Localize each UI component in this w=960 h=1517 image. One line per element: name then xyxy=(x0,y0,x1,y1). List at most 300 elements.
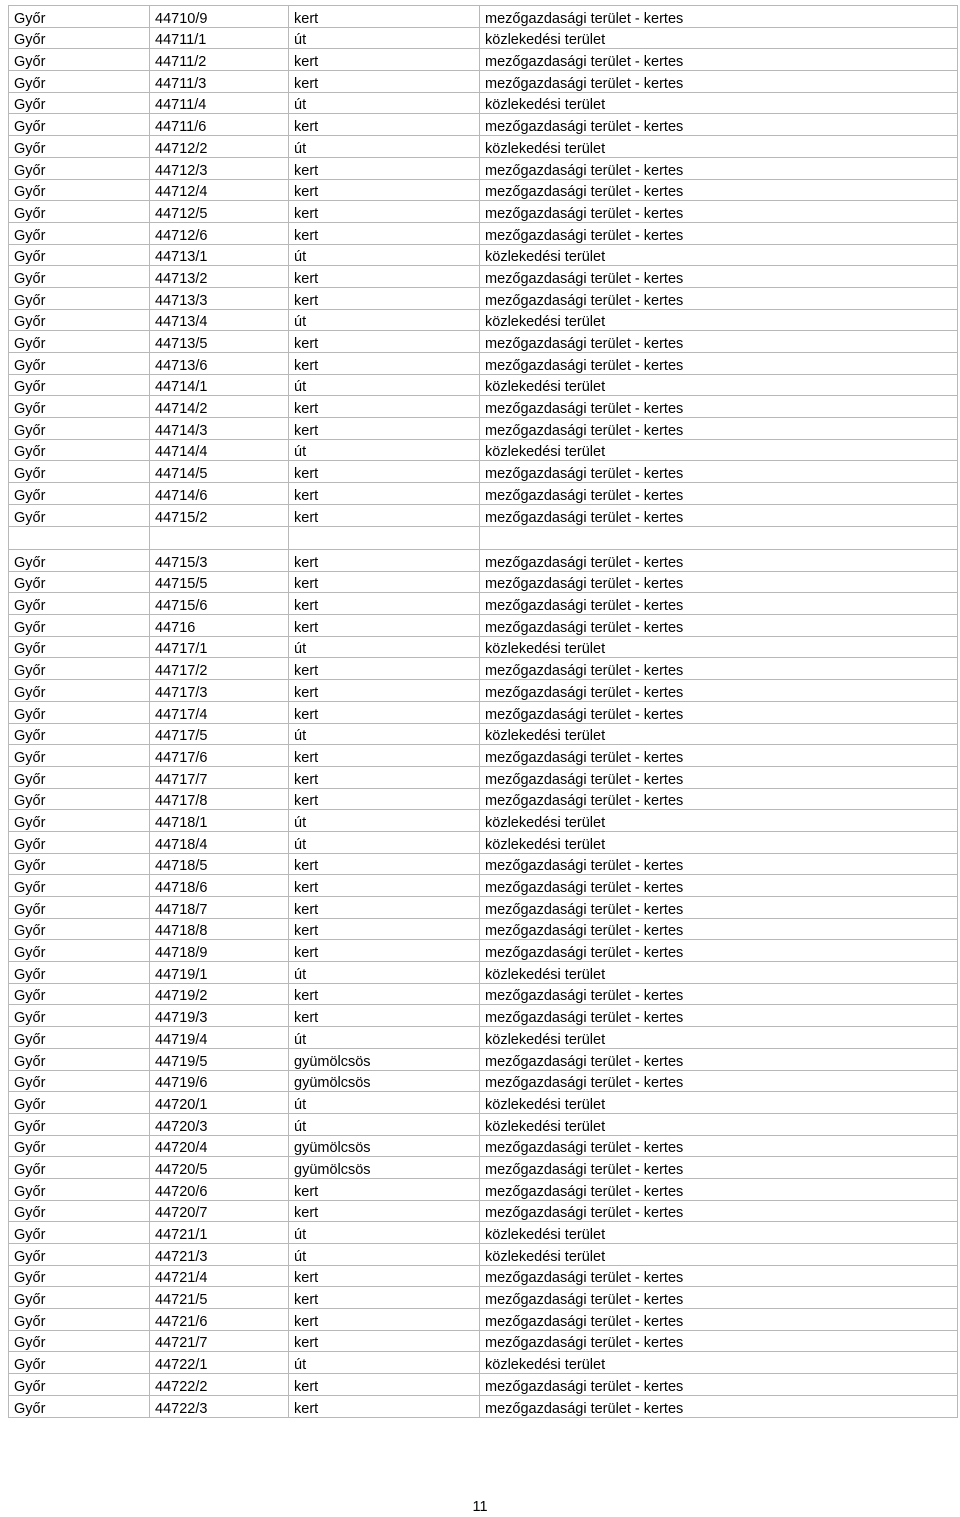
cultivation-cell: kert xyxy=(289,788,480,810)
table-row xyxy=(9,788,958,810)
cultivation-cell: út xyxy=(289,439,480,461)
parcel-number-cell: 44715/2 xyxy=(150,504,289,526)
city-cell: Győr xyxy=(9,331,150,353)
land-use-cell: mezőgazdasági terület - kertes xyxy=(480,1309,958,1331)
cultivation-cell: út xyxy=(289,962,480,984)
table-row xyxy=(9,875,958,897)
parcel-number-cell: 44721/5 xyxy=(150,1287,289,1309)
city-cell: Győr xyxy=(9,6,150,28)
table-row xyxy=(9,179,958,201)
land-use-cell: mezőgazdasági terület - kertes xyxy=(480,1157,958,1179)
parcel-number-cell: 44718/7 xyxy=(150,897,289,919)
land-use-cell: mezőgazdasági terület - kertes xyxy=(480,1265,958,1287)
table-row xyxy=(9,550,958,572)
cultivation-cell: kert xyxy=(289,201,480,223)
parcel-number-cell: 44720/3 xyxy=(150,1113,289,1135)
table-row xyxy=(9,27,958,49)
land-use-cell: közlekedési terület xyxy=(480,136,958,158)
city-cell: Győr xyxy=(9,593,150,615)
table-row xyxy=(9,1395,958,1417)
land-use-cell: közlekedési terület xyxy=(480,636,958,658)
table-row xyxy=(9,1200,958,1222)
city-cell: Győr xyxy=(9,114,150,136)
cultivation-cell: kert xyxy=(289,593,480,615)
cultivation-cell: kert xyxy=(289,1374,480,1396)
cultivation-cell: kert xyxy=(289,114,480,136)
parcel-number-cell: 44721/4 xyxy=(150,1265,289,1287)
land-use-cell: mezőgazdasági terület - kertes xyxy=(480,1048,958,1070)
table-row xyxy=(9,1222,958,1244)
city-cell: Győr xyxy=(9,1395,150,1417)
table-row xyxy=(9,71,958,93)
land-use-cell: mezőgazdasági terület - kertes xyxy=(480,897,958,919)
parcel-number-cell: 44713/6 xyxy=(150,353,289,375)
city-cell: Győr xyxy=(9,1200,150,1222)
cultivation-cell: gyümölcsös xyxy=(289,1157,480,1179)
parcel-number-cell: 44714/4 xyxy=(150,439,289,461)
land-use-cell: mezőgazdasági terület - kertes xyxy=(480,331,958,353)
land-use-cell: mezőgazdasági terület - kertes xyxy=(480,418,958,440)
table-row xyxy=(9,114,958,136)
city-cell: Győr xyxy=(9,940,150,962)
land-use-cell: mezőgazdasági terület - kertes xyxy=(480,1135,958,1157)
land-use-cell: mezőgazdasági terület - kertes xyxy=(480,71,958,93)
land-use-cell: mezőgazdasági terület - kertes xyxy=(480,6,958,28)
land-use-cell: mezőgazdasági terület - kertes xyxy=(480,353,958,375)
table-row xyxy=(9,331,958,353)
land-use-cell: mezőgazdasági terület - kertes xyxy=(480,875,958,897)
city-cell: Győr xyxy=(9,983,150,1005)
cultivation-cell: kert xyxy=(289,1200,480,1222)
city-cell: Győr xyxy=(9,418,150,440)
table-row xyxy=(9,831,958,853)
parcel-number-cell: 44717/3 xyxy=(150,680,289,702)
spacer-cell xyxy=(480,526,958,550)
cultivation-cell: út xyxy=(289,27,480,49)
cultivation-cell: kert xyxy=(289,179,480,201)
land-use-cell: közlekedési terület xyxy=(480,439,958,461)
city-cell: Győr xyxy=(9,1178,150,1200)
parcel-number-cell: 44715/5 xyxy=(150,571,289,593)
spacer-cell xyxy=(289,526,480,550)
table-row xyxy=(9,266,958,288)
parcel-number-cell: 44717/5 xyxy=(150,723,289,745)
table-row xyxy=(9,1287,958,1309)
cultivation-cell: kert xyxy=(289,701,480,723)
parcel-number-cell: 44717/8 xyxy=(150,788,289,810)
parcel-number-cell: 44721/1 xyxy=(150,1222,289,1244)
land-use-cell: közlekedési terület xyxy=(480,1352,958,1374)
city-cell: Győr xyxy=(9,701,150,723)
table-row xyxy=(9,1330,958,1352)
table-row xyxy=(9,1178,958,1200)
table-row xyxy=(9,918,958,940)
city-cell: Győr xyxy=(9,810,150,832)
land-use-cell: mezőgazdasági terület - kertes xyxy=(480,571,958,593)
city-cell: Győr xyxy=(9,483,150,505)
table-row xyxy=(9,1027,958,1049)
table-row xyxy=(9,1048,958,1070)
city-cell: Győr xyxy=(9,658,150,680)
land-use-cell: mezőgazdasági terület - kertes xyxy=(480,49,958,71)
cultivation-cell: kert xyxy=(289,983,480,1005)
land-use-cell: mezőgazdasági terület - kertes xyxy=(480,918,958,940)
parcel-number-cell: 44713/5 xyxy=(150,331,289,353)
table-row xyxy=(9,1157,958,1179)
parcel-number-cell: 44720/1 xyxy=(150,1092,289,1114)
cultivation-cell: kert xyxy=(289,1005,480,1027)
land-use-cell: mezőgazdasági terület - kertes xyxy=(480,1005,958,1027)
parcel-number-cell: 44717/6 xyxy=(150,745,289,767)
parcel-number-cell: 44713/2 xyxy=(150,266,289,288)
city-cell: Győr xyxy=(9,244,150,266)
cultivation-cell: kert xyxy=(289,49,480,71)
city-cell: Győr xyxy=(9,157,150,179)
land-use-cell: mezőgazdasági terület - kertes xyxy=(480,940,958,962)
land-use-cell: mezőgazdasági terület - kertes xyxy=(480,114,958,136)
land-use-cell: mezőgazdasági terület - kertes xyxy=(480,593,958,615)
cultivation-cell: kert xyxy=(289,918,480,940)
table-row xyxy=(9,157,958,179)
city-cell: Győr xyxy=(9,49,150,71)
cultivation-cell: kert xyxy=(289,396,480,418)
city-cell: Győr xyxy=(9,1070,150,1092)
parcel-number-cell: 44714/1 xyxy=(150,374,289,396)
parcel-number-cell: 44720/7 xyxy=(150,1200,289,1222)
land-use-cell: mezőgazdasági terület - kertes xyxy=(480,179,958,201)
city-cell: Győr xyxy=(9,222,150,244)
land-use-cell: mezőgazdasági terület - kertes xyxy=(480,745,958,767)
land-use-cell: közlekedési terület xyxy=(480,27,958,49)
land-use-cell: közlekedési terület xyxy=(480,92,958,114)
table-row xyxy=(9,658,958,680)
table-row xyxy=(9,201,958,223)
cultivation-cell: út xyxy=(289,1092,480,1114)
cultivation-cell: kert xyxy=(289,222,480,244)
land-use-cell: közlekedési terület xyxy=(480,831,958,853)
table-row xyxy=(9,766,958,788)
table-row xyxy=(9,353,958,375)
land-use-cell: mezőgazdasági terület - kertes xyxy=(480,266,958,288)
cultivation-cell: út xyxy=(289,1027,480,1049)
cultivation-cell: kert xyxy=(289,940,480,962)
table-row xyxy=(9,1309,958,1331)
city-cell: Győr xyxy=(9,374,150,396)
land-use-cell: közlekedési terület xyxy=(480,962,958,984)
city-cell: Győr xyxy=(9,571,150,593)
table-row xyxy=(9,1092,958,1114)
parcel-number-cell: 44715/3 xyxy=(150,550,289,572)
city-cell: Győr xyxy=(9,897,150,919)
city-cell: Győr xyxy=(9,875,150,897)
land-use-cell: közlekedési terület xyxy=(480,1222,958,1244)
parcel-number-cell: 44719/5 xyxy=(150,1048,289,1070)
cultivation-cell: kert xyxy=(289,853,480,875)
land-use-cell: mezőgazdasági terület - kertes xyxy=(480,766,958,788)
cultivation-cell: út xyxy=(289,636,480,658)
parcel-number-cell: 44720/6 xyxy=(150,1178,289,1200)
land-use-cell: mezőgazdasági terület - kertes xyxy=(480,483,958,505)
cultivation-cell: út xyxy=(289,723,480,745)
cultivation-cell: út xyxy=(289,1113,480,1135)
city-cell: Győr xyxy=(9,1048,150,1070)
cultivation-cell: kert xyxy=(289,418,480,440)
cultivation-cell: kert xyxy=(289,1178,480,1200)
parcel-number-cell: 44711/4 xyxy=(150,92,289,114)
cultivation-cell: út xyxy=(289,831,480,853)
land-use-cell: mezőgazdasági terület - kertes xyxy=(480,1374,958,1396)
parcel-number-cell: 44718/1 xyxy=(150,810,289,832)
cultivation-cell: kert xyxy=(289,483,480,505)
table-row xyxy=(9,49,958,71)
land-use-cell: közlekedési terület xyxy=(480,1244,958,1266)
city-cell: Győr xyxy=(9,745,150,767)
land-use-cell: mezőgazdasági terület - kertes xyxy=(480,701,958,723)
cultivation-cell: út xyxy=(289,1222,480,1244)
table-row xyxy=(9,461,958,483)
land-use-cell: mezőgazdasági terület - kertes xyxy=(480,1287,958,1309)
cultivation-cell: kert xyxy=(289,745,480,767)
table-row xyxy=(9,1113,958,1135)
cultivation-cell: kert xyxy=(289,571,480,593)
land-use-cell: mezőgazdasági terület - kertes xyxy=(480,615,958,637)
land-use-cell: közlekedési terület xyxy=(480,1113,958,1135)
city-cell: Győr xyxy=(9,287,150,309)
parcel-number-cell: 44722/3 xyxy=(150,1395,289,1417)
table-row xyxy=(9,1005,958,1027)
city-cell: Győr xyxy=(9,179,150,201)
parcel-number-cell: 44721/3 xyxy=(150,1244,289,1266)
parcel-number-cell: 44712/4 xyxy=(150,179,289,201)
table-row xyxy=(9,723,958,745)
cultivation-cell: út xyxy=(289,1244,480,1266)
land-use-cell: mezőgazdasági terület - kertes xyxy=(480,157,958,179)
land-use-cell: mezőgazdasági terület - kertes xyxy=(480,1330,958,1352)
parcel-number-cell: 44714/2 xyxy=(150,396,289,418)
city-cell: Győr xyxy=(9,461,150,483)
parcel-number-cell: 44711/3 xyxy=(150,71,289,93)
table-row xyxy=(9,636,958,658)
city-cell: Győr xyxy=(9,1027,150,1049)
spacer-cell xyxy=(9,526,150,550)
land-use-cell: mezőgazdasági terület - kertes xyxy=(480,1070,958,1092)
city-cell: Győr xyxy=(9,353,150,375)
table-row xyxy=(9,287,958,309)
city-cell: Győr xyxy=(9,92,150,114)
cultivation-cell: gyümölcsös xyxy=(289,1135,480,1157)
table-row xyxy=(9,374,958,396)
parcel-number-cell: 44718/9 xyxy=(150,940,289,962)
table-row xyxy=(9,680,958,702)
parcel-table-spacer xyxy=(9,526,958,550)
table-row xyxy=(9,593,958,615)
parcel-number-cell: 44711/6 xyxy=(150,114,289,136)
table-row xyxy=(9,940,958,962)
land-use-cell: mezőgazdasági terület - kertes xyxy=(480,287,958,309)
city-cell: Győr xyxy=(9,266,150,288)
city-cell: Győr xyxy=(9,1374,150,1396)
table-row xyxy=(9,309,958,331)
land-use-cell: mezőgazdasági terület - kertes xyxy=(480,201,958,223)
city-cell: Győr xyxy=(9,636,150,658)
parcel-number-cell: 44715/6 xyxy=(150,593,289,615)
city-cell: Győr xyxy=(9,504,150,526)
cultivation-cell: út xyxy=(289,92,480,114)
parcel-number-cell: 44722/1 xyxy=(150,1352,289,1374)
city-cell: Győr xyxy=(9,1244,150,1266)
parcel-number-cell: 44713/4 xyxy=(150,309,289,331)
table-row xyxy=(9,1244,958,1266)
parcel-number-cell: 44719/3 xyxy=(150,1005,289,1027)
cultivation-cell: út xyxy=(289,136,480,158)
land-use-cell: mezőgazdasági terület - kertes xyxy=(480,1395,958,1417)
city-cell: Győr xyxy=(9,1287,150,1309)
table-row xyxy=(9,136,958,158)
land-use-cell: mezőgazdasági terület - kertes xyxy=(480,788,958,810)
city-cell: Győr xyxy=(9,1157,150,1179)
table-row xyxy=(9,853,958,875)
city-cell: Győr xyxy=(9,1352,150,1374)
city-cell: Győr xyxy=(9,1005,150,1027)
cultivation-cell: kert xyxy=(289,287,480,309)
land-use-cell: közlekedési terület xyxy=(480,1092,958,1114)
parcel-number-cell: 44718/4 xyxy=(150,831,289,853)
parcel-number-cell: 44714/5 xyxy=(150,461,289,483)
parcel-number-cell: 44713/1 xyxy=(150,244,289,266)
city-cell: Győr xyxy=(9,1113,150,1135)
parcel-number-cell: 44710/9 xyxy=(150,6,289,28)
table-row xyxy=(9,701,958,723)
cultivation-cell: út xyxy=(289,244,480,266)
land-use-cell: mezőgazdasági terület - kertes xyxy=(480,1178,958,1200)
city-cell: Győr xyxy=(9,136,150,158)
table-row xyxy=(9,810,958,832)
cultivation-cell: kert xyxy=(289,615,480,637)
city-cell: Győr xyxy=(9,1330,150,1352)
cultivation-cell: gyümölcsös xyxy=(289,1048,480,1070)
parcel-number-cell: 44719/6 xyxy=(150,1070,289,1092)
cultivation-cell: kert xyxy=(289,266,480,288)
cultivation-cell: kert xyxy=(289,1265,480,1287)
cultivation-cell: út xyxy=(289,374,480,396)
land-use-cell: közlekedési terület xyxy=(480,723,958,745)
city-cell: Győr xyxy=(9,396,150,418)
table-row xyxy=(9,483,958,505)
table-row xyxy=(9,439,958,461)
table-row xyxy=(9,244,958,266)
city-cell: Győr xyxy=(9,1135,150,1157)
cultivation-cell: kert xyxy=(289,658,480,680)
city-cell: Győr xyxy=(9,1222,150,1244)
parcel-number-cell: 44711/2 xyxy=(150,49,289,71)
table-row xyxy=(9,396,958,418)
city-cell: Győr xyxy=(9,918,150,940)
table-row xyxy=(9,983,958,1005)
land-use-cell: közlekedési terület xyxy=(480,244,958,266)
table-row xyxy=(9,571,958,593)
cultivation-cell: kert xyxy=(289,504,480,526)
parcel-number-cell: 44717/7 xyxy=(150,766,289,788)
table-row xyxy=(9,1265,958,1287)
table-row xyxy=(9,92,958,114)
city-cell: Győr xyxy=(9,1265,150,1287)
parcel-number-cell: 44721/7 xyxy=(150,1330,289,1352)
city-cell: Győr xyxy=(9,71,150,93)
page-number: 11 xyxy=(472,1499,488,1515)
parcel-number-cell: 44717/1 xyxy=(150,636,289,658)
parcel-number-cell: 44720/4 xyxy=(150,1135,289,1157)
parcel-number-cell: 44720/5 xyxy=(150,1157,289,1179)
city-cell: Győr xyxy=(9,201,150,223)
cultivation-cell: kert xyxy=(289,461,480,483)
table-row xyxy=(9,1135,958,1157)
parcel-table-body-part1 xyxy=(9,6,958,527)
land-use-cell: közlekedési terület xyxy=(480,1027,958,1049)
city-cell: Győr xyxy=(9,962,150,984)
table-row xyxy=(9,897,958,919)
table-row xyxy=(9,1352,958,1374)
city-cell: Győr xyxy=(9,831,150,853)
cultivation-cell: kert xyxy=(289,331,480,353)
land-use-cell: mezőgazdasági terület - kertes xyxy=(480,983,958,1005)
table-row xyxy=(9,1070,958,1092)
spacer-cell xyxy=(150,526,289,550)
parcel-number-cell: 44718/5 xyxy=(150,853,289,875)
table-row xyxy=(9,745,958,767)
cultivation-cell: kert xyxy=(289,1309,480,1331)
parcel-number-cell: 44719/4 xyxy=(150,1027,289,1049)
cultivation-cell: út xyxy=(289,1352,480,1374)
city-cell: Győr xyxy=(9,766,150,788)
parcel-number-cell: 44714/6 xyxy=(150,483,289,505)
parcel-number-cell: 44713/3 xyxy=(150,287,289,309)
city-cell: Győr xyxy=(9,1092,150,1114)
cultivation-cell: kert xyxy=(289,353,480,375)
land-use-cell: mezőgazdasági terület - kertes xyxy=(480,550,958,572)
table-row xyxy=(9,615,958,637)
land-use-cell: mezőgazdasági terület - kertes xyxy=(480,658,958,680)
parcel-number-cell: 44722/2 xyxy=(150,1374,289,1396)
cultivation-cell: kert xyxy=(289,875,480,897)
city-cell: Győr xyxy=(9,853,150,875)
land-use-cell: közlekedési terület xyxy=(480,309,958,331)
city-cell: Győr xyxy=(9,788,150,810)
land-use-cell: mezőgazdasági terület - kertes xyxy=(480,396,958,418)
parcel-number-cell: 44712/5 xyxy=(150,201,289,223)
parcel-number-cell: 44721/6 xyxy=(150,1309,289,1331)
cultivation-cell: kert xyxy=(289,766,480,788)
table-row xyxy=(9,6,958,28)
parcel-number-cell: 44719/2 xyxy=(150,983,289,1005)
table-row xyxy=(9,962,958,984)
parcel-number-cell: 44718/8 xyxy=(150,918,289,940)
cultivation-cell: kert xyxy=(289,1395,480,1417)
land-use-cell: mezőgazdasági terület - kertes xyxy=(480,504,958,526)
cultivation-cell: kert xyxy=(289,1287,480,1309)
parcel-table xyxy=(8,5,958,1418)
cultivation-cell: kert xyxy=(289,680,480,702)
parcel-table-body-part2 xyxy=(9,550,958,1418)
cultivation-cell: kert xyxy=(289,550,480,572)
spacer-row xyxy=(9,526,958,550)
city-cell: Győr xyxy=(9,27,150,49)
parcel-number-cell: 44716 xyxy=(150,615,289,637)
cultivation-cell: kert xyxy=(289,1330,480,1352)
parcel-number-cell: 44714/3 xyxy=(150,418,289,440)
land-use-cell: közlekedési terület xyxy=(480,810,958,832)
city-cell: Győr xyxy=(9,1309,150,1331)
cultivation-cell: kert xyxy=(289,71,480,93)
